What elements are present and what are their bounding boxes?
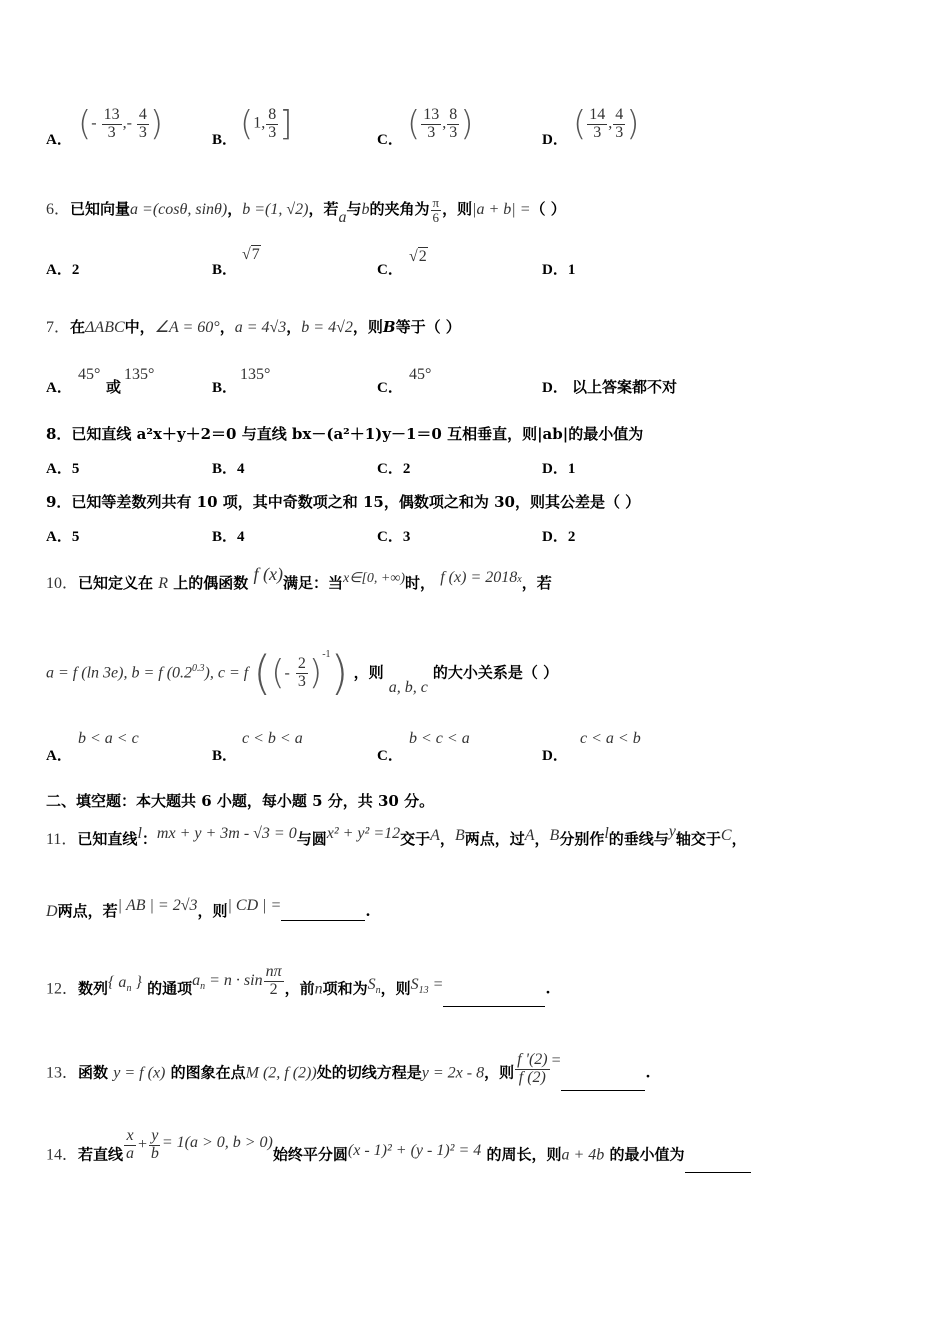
q11-stem-line1 <box>46 823 747 849</box>
q12-seq: { a <box>108 974 127 992</box>
q13-text-4: ，则 <box>484 1063 515 1082</box>
q8-a-label: A． <box>46 461 72 477</box>
q6-option-c-value: √2 <box>409 248 427 265</box>
q13-point: M (2, f (2)) <box>245 1064 317 1082</box>
q13-text-2: 的图象在点 <box>170 1063 246 1082</box>
q5-c-num1: 13 <box>423 105 440 123</box>
q14-text-2: 始终平分圆 <box>272 1145 348 1164</box>
q7-option-c-value: 45° <box>409 366 432 383</box>
q11-B2: B <box>549 827 560 844</box>
q9-c-label: C． <box>377 529 403 545</box>
q11-y: y <box>668 823 676 840</box>
q5-c-num2: 8 <box>449 105 458 123</box>
q11-l2: l <box>604 825 609 842</box>
q11-line: mx + y + 3m - √3 = 0 <box>156 825 297 842</box>
q6-text-1: 已知向量 <box>70 200 131 219</box>
q5-b-den: 3 <box>268 123 277 141</box>
q9-option-d <box>542 525 575 546</box>
q13-text-5: . <box>645 1063 651 1082</box>
q6-b-value: 7 <box>251 246 260 263</box>
q8-option-d <box>542 457 575 478</box>
q14-text-1: 若直线 <box>78 1145 124 1164</box>
q9-d-value: 2 <box>567 529 576 545</box>
q5-b-pre: 1, <box>253 114 266 132</box>
q7-B: B <box>382 318 396 336</box>
q7-option-d-value: 以上答案都不对 <box>572 378 678 396</box>
q5-a-mid: ,- <box>122 114 132 132</box>
q6-c-value: 2 <box>418 248 427 265</box>
q11-B: B <box>454 827 465 844</box>
q6-option-b <box>212 258 237 279</box>
q6-option-d <box>542 258 575 279</box>
q14-b: b <box>150 1144 159 1162</box>
q8-c-value: 2 <box>402 461 411 477</box>
q11-D: D <box>46 903 58 920</box>
q12-number: 12． <box>46 980 79 998</box>
q5-option-c-label: C． <box>377 132 403 148</box>
q6-text-4: 与 <box>346 200 362 219</box>
q5-d-num1: 14 <box>589 105 606 123</box>
q11-text-7: ， <box>534 830 550 848</box>
q10-number: 10． <box>46 575 79 592</box>
q10-option-a-label: A． <box>46 748 72 764</box>
q10-option-c-value: b < c < a <box>409 730 470 747</box>
q9-b-label: B． <box>212 529 238 545</box>
q10-option-d-value: c < a < b <box>580 730 641 747</box>
q12-seq-end: } <box>131 974 142 992</box>
q7-angle: ∠A = 60° <box>154 319 220 336</box>
q5-d-den2: 3 <box>615 123 624 141</box>
q14-number: 14． <box>46 1146 79 1164</box>
q10-option-d-label: D． <box>542 748 568 764</box>
q8-d-label: D． <box>542 461 568 477</box>
q12-seq-sub: n <box>126 983 132 995</box>
q10-definition-exp: x <box>517 574 522 585</box>
q11-cd: | CD | = <box>227 897 282 914</box>
q6-b-label: B． <box>212 262 238 278</box>
q10-frac-den: 3 <box>297 672 306 690</box>
q5-d-den1: 3 <box>593 123 602 141</box>
q5-option-d-expr: ( $\frac{14}{3}$ , $\frac{4}{3}$ ) <box>573 104 640 144</box>
q10-text-4: 时， <box>404 574 435 592</box>
q7-option-c-label: C． <box>377 380 403 396</box>
q8-d-value: 1 <box>567 461 576 477</box>
q10-exponent: -1 <box>322 649 331 661</box>
q11-text-4: 交于 <box>400 830 431 848</box>
q10-frac-num: 2 <box>297 654 306 672</box>
q14-answer-blank[interactable] <box>685 1172 751 1173</box>
q12-text-6: . <box>545 979 551 998</box>
q7-text-6: 等于（ ） <box>395 318 461 336</box>
q6-a-label: A． <box>46 262 72 278</box>
q14-text-4: 的最小值为 <box>609 1145 685 1164</box>
q6-d-value: 1 <box>567 262 576 278</box>
q12-text-1: 数列 <box>78 979 109 998</box>
q12-text-4: 项和为 <box>322 979 368 998</box>
q5-a-den2: 3 <box>138 123 147 141</box>
q12-S13-sub: 13 <box>418 985 429 997</box>
q9-c-value: 3 <box>402 529 411 545</box>
q12-S13-eq: = <box>428 976 444 994</box>
q12-S13: S <box>410 976 419 994</box>
q11-text-12: 两点，若 <box>57 902 118 920</box>
q14-plus: + <box>137 1136 148 1154</box>
q7-text-5: ，则 <box>352 318 383 336</box>
q13-equals: = <box>550 1052 562 1070</box>
q10-line2-b: ), c = f <box>204 664 249 682</box>
q12-answer-blank[interactable] <box>443 1006 545 1007</box>
q6-angle-num: π <box>432 195 440 210</box>
q13-text-3: 处的切线方程是 <box>316 1063 422 1082</box>
q6-text-3: ，若 <box>308 200 339 219</box>
q12-text-2: 的通项 <box>147 979 193 998</box>
q13-function: y = f (x) <box>113 1064 166 1082</box>
q6-text-6: ，则 <box>442 200 473 219</box>
q10-R: R <box>158 575 169 592</box>
q10-text-7: 的大小关系是（ ） <box>432 663 559 682</box>
q11-number: 11． <box>46 831 78 848</box>
q5-option-d-label: D． <box>542 132 568 148</box>
q11-text-8: 分别作 <box>559 830 605 848</box>
q10-option-b-label: B． <box>212 748 238 764</box>
q14-a: a <box>126 1144 135 1162</box>
q10-option-c-label: C． <box>377 748 403 764</box>
q10-text-6: ，则 <box>353 663 384 682</box>
q6-number: 6． <box>46 201 71 219</box>
q7-b-equation: b = 4√2 <box>301 319 353 336</box>
q10-fx: f (x) <box>253 564 284 584</box>
q9-option-c <box>377 525 410 546</box>
q8-b-label: B． <box>212 461 238 477</box>
q11-text-5: ， <box>439 830 455 848</box>
q6-c-label: C． <box>377 262 403 278</box>
q10-stem-line1 <box>46 564 552 593</box>
q6-vector-a: a =(cosθ, sinθ) <box>130 201 228 219</box>
q9-stem: 9．已知等差数列共有 10 项，其中奇数项之和 15，偶数项之和为 30，则其公差是（ ） <box>46 493 641 511</box>
q10-text-1: 已知定义在 <box>78 574 154 592</box>
q11-A: A <box>430 827 440 844</box>
q9-d-label: D． <box>542 529 568 545</box>
q8-option-b <box>212 457 245 478</box>
q10-text-2: 上的偶函数 <box>173 574 249 592</box>
q12-Sn-sub: n <box>375 985 381 997</box>
q7-number: 7． <box>46 319 71 336</box>
q8-option-c <box>377 457 410 478</box>
q7-text-1: 在 <box>70 318 86 336</box>
q10-stem-line2: a = f (ln 3e), b = f $(0.2^{0.3})$, c = f ((- $\frac{2}{3}$ )$^{-1}$) ，则 a, b, c 的大小关系是（ ） <box>46 646 559 700</box>
q6-stem <box>46 195 566 227</box>
q12-an-eq: = n · sin <box>205 972 263 990</box>
q5-option-a-label: A． <box>46 132 72 148</box>
q7-text-3: ， <box>219 318 235 336</box>
q14-circle: (x - 1)² + (y - 1)² = 4 <box>347 1142 482 1160</box>
q6-angle-den: 6 <box>432 209 440 225</box>
q5-option-b-label: B． <box>212 132 238 148</box>
q7-text-2: 中， <box>124 318 155 336</box>
q10-line2-exp: 0.3 <box>192 663 205 675</box>
q11-circle: x² + y² =12 <box>326 825 401 842</box>
q11-l: l <box>137 825 142 842</box>
q5-d-num2: 4 <box>615 105 624 123</box>
q12-text-3: ，前 <box>284 979 315 998</box>
q8-b-value: 4 <box>237 461 245 477</box>
q13-tangent: y = 2x - 8 <box>421 1064 485 1082</box>
q13-frac-den: f (2) <box>518 1068 546 1086</box>
q9-a-label: A． <box>46 529 72 545</box>
q6-b: b <box>361 201 370 219</box>
q14-stem <box>46 1127 751 1173</box>
q14-x: x <box>126 1127 134 1144</box>
q11-text-11: ， <box>731 830 747 848</box>
q7-stem <box>46 314 461 337</box>
q9-option-b <box>212 525 245 546</box>
q5-a-den1: 3 <box>107 123 116 141</box>
q5-c-den2: 3 <box>449 123 458 141</box>
q9-option-a <box>46 525 79 546</box>
q12-an-sub: n <box>200 981 206 993</box>
q7-option-b-value: 135° <box>240 366 271 383</box>
q10-text-3: 满足：当 <box>283 574 344 592</box>
q5-c-den1: 3 <box>427 123 436 141</box>
q11-text-1: 已知直线 <box>77 830 138 848</box>
q7-option-b-label: B． <box>212 380 238 396</box>
q13-stem <box>46 1051 651 1091</box>
q11-text-13: ，则 <box>197 902 228 920</box>
q11-text-2: ： <box>141 830 157 848</box>
q14-text-3: 的周长，则 <box>486 1145 562 1164</box>
q5-b-num: 8 <box>268 105 277 123</box>
q5-option-c-expr: ( $\frac{13}{3}$ , $\frac{8}{3}$ ) <box>407 104 474 144</box>
q6-option-a <box>46 258 79 279</box>
q6-vector-b: b =(1, √2) <box>242 201 309 219</box>
q6-d-label: D． <box>542 262 568 278</box>
q13-text-1: 函数 <box>78 1063 109 1082</box>
q13-answer-blank[interactable] <box>561 1090 645 1091</box>
q6-expression: |a + b| = <box>472 201 531 219</box>
q10-domain: x∈[0, +∞) <box>343 571 405 586</box>
q11-stem-line2 <box>46 897 371 921</box>
q7-option-d-label: D． <box>542 380 568 396</box>
q13-number: 13． <box>46 1064 79 1082</box>
q11-ab: | AB | = 2√3 <box>117 897 198 914</box>
q11-text-9: 的垂线与 <box>608 830 669 848</box>
q12-Sn: S <box>367 976 376 994</box>
q7-option-a-or: 或 <box>106 378 122 396</box>
q12-an: a <box>192 972 201 990</box>
q8-c-label: C． <box>377 461 403 477</box>
q11-text-6: 两点，过 <box>464 830 525 848</box>
q11-answer-blank[interactable] <box>281 920 365 921</box>
q5-a-num1: 13 <box>103 105 120 123</box>
q7-a-equation: a = 4√3 <box>234 319 287 336</box>
q7-triangle: ΔABC <box>85 319 125 336</box>
q11-text-14: . <box>365 902 371 920</box>
q8-a-value: 5 <box>71 461 80 477</box>
q5-option-b-expr: (1, $\frac{8}{3}$ ] <box>240 104 293 144</box>
q10-text-5: ，若 <box>521 574 552 592</box>
q10-line2-a: a = f (ln 3e), b = f (0.2 <box>46 664 193 682</box>
q11-text-3: 与圆 <box>296 830 327 848</box>
q8-stem: 8．已知直线 a²x＋y＋2＝0 与直线 bx－(a²＋1)y－1＝0 互相垂直，则|ab|的最小值为 <box>46 425 644 443</box>
q13-frac-num: f '(2) <box>517 1051 548 1068</box>
q14-expression: a + 4b <box>561 1146 605 1164</box>
q6-text-7: （ ） <box>530 200 566 219</box>
q7-option-a-v2: 135° <box>124 366 155 383</box>
q11-A2: A <box>524 827 535 844</box>
q12-text-5: ，则 <box>380 979 411 998</box>
q14-y: y <box>151 1127 159 1144</box>
q8-option-a <box>46 457 79 478</box>
section-2-title: 二、填空题：本大题共 6 小题，每小题 5 分，共 30 分。 <box>46 792 435 810</box>
q11-C: C <box>720 827 732 844</box>
q6-option-b-value: √7 <box>242 246 260 263</box>
q5-a-num2: 4 <box>138 105 147 123</box>
q7-option-a-label: A． <box>46 380 72 396</box>
q5-a-minus: - <box>91 114 97 132</box>
q7-text-4: ， <box>286 318 302 336</box>
q7-option-a-v1: 45° <box>78 366 101 383</box>
q12-frac-den: 2 <box>269 980 278 998</box>
q10-option-b-value: c < b < a <box>242 730 303 747</box>
q14-condition: = 1(a > 0, b > 0) <box>161 1134 273 1152</box>
q5-option-a-expr: (- $\frac{13}{3}$ ,- $\frac{4}{3}$ ) <box>78 104 164 144</box>
q12-n: n <box>314 980 323 998</box>
q6-option-c <box>377 258 403 279</box>
q10-vars: a, b, c <box>388 678 428 696</box>
q6-text-2: ， <box>227 200 243 219</box>
q6-a-value: 2 <box>71 262 80 278</box>
q10-definition: f (x) = 2018 <box>440 569 518 586</box>
q11-text-10: 轴交于 <box>675 830 721 848</box>
q10-option-a-value: b < a < c <box>78 730 139 747</box>
q6-text-5: 的夹角为 <box>369 200 430 219</box>
q9-b-value: 4 <box>237 529 245 545</box>
q12-frac-num: nπ <box>265 963 282 980</box>
q6-a: a <box>338 209 347 227</box>
q9-a-value: 5 <box>71 529 80 545</box>
